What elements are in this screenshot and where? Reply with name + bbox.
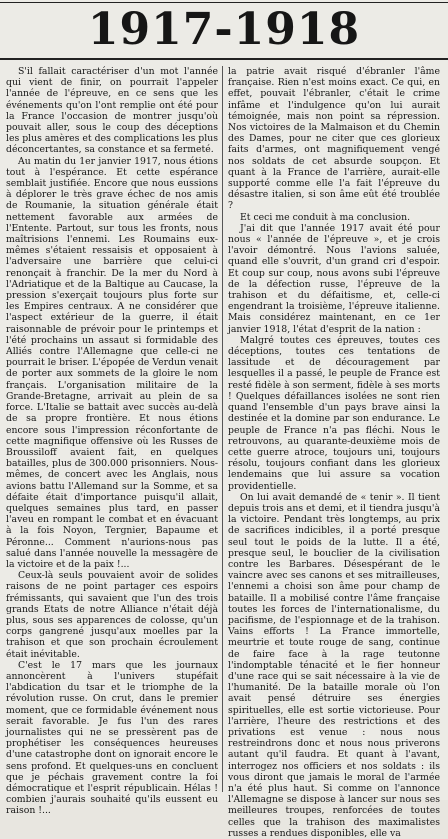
paragraph: J'ai dit que l'année 1917 avait été pour nous « l'année de l'épreuve », et je crois l'avoir démontré. Nous l'avions saluée, quand elle s'ouvrit, d'un grand cri d'espoir. Et coup sur coup, nous avons subi l'épreuve de la défection russe, l'épreuve de la trahison et du défaitisme, et, celle-ci engendrant la troisième, l'épreuve italienne. Mais considérez maintenant, en ce 1er janvier 1918, l'état d'esprit de la nation : xyxy=(228,222,440,335)
left-column xyxy=(6,66,218,817)
paragraph: Ceux-là seuls pouvaient avoir de solides raisons de ne point partager ces espoirs frémissants, qui savaient que l'un des trois grands Etats de notre Alliance n'était déjà plus, sous ses apparences de colosse, qu'un corps gangrené jusqu'aux moelles par la trahison et que son prochain écroulement était inévitable. xyxy=(6,570,218,660)
paragraph: la patrie avait risqué d'ébranler l'âme française. Rien n'est moins exact. Ce qui, en effet, pouvait l'ébranler, c'était le crime infâme et l'indulgence qu'on lui aurait témoignée, mais non point sa répression. Nos victoires de la Malmaison et du Chemin des Dames, pour ne citer que ces glorieux faits d'armes, ont magnifiquement vengé nos soldats de cet absurde soupçon. Et quant à la France de l'arrière, aurait-elle supporté comme elle l'a fait l'épreuve du désastre italien, si son âme eût été troublée ? xyxy=(228,66,440,212)
article-title: 1917-1918 xyxy=(87,4,361,55)
paragraph: On lui avait demandé de « tenir ». Il tient depuis trois ans et demi, et il tiendra jusqu'à la victoire. Pendant très longtemps, au prix de sacrifices indicibles, il a porté presque seul tout le poids de la lutte. Il a été, presque seul, le bouclier de la civilisation contre les Barbares. Désespérant de le vaincre avec ses canons et ses mitrailleuses, l'ennemi a choisi son âme pour champ de bataille. Il a mobilisé contre l'âme française toutes les forces de l'internationalisme, du pacifisme, de l'espionnage et de la trahison. Vains efforts ! La France immortelle, meurtrie et toute rouge de sang, continue de faire face à la rage teutonne l'indomptable ténacité et le fier honneur d'une race qui se sait nécessaire à la vie de l'humanité. De la bataille morale où l'on avait pensé détruire ses énergies spirituelles, elle est sortie victorieuse. Pour l'arrière, l'heure des restrictions et des privations est venue : nous nous restreindrons donc et nous nous priverons autant qu'il faudra. Et quant à l'avant, interrogez nos officiers et nos soldats : ils vous diront que jamais le moral de l'armée n'a été plus haut. Si comme on l'annonce l'Allemagne se dispose à lancer sur nous ses meilleures troupes, renforcées de toutes celles que la trahison des maximalistes russes a rendues disponibles, elle va xyxy=(228,491,440,839)
paragraph: Au matin du 1er janvier 1917, nous étions tout à l'espérance. Et cette espérance semblait justifiée. Encore que nous eussions à déplorer le très grave échec de nos amis de Roumanie, la situation générale était nettement favorable aux armées de l'Entente. Partout, sur tous les fronts, nous maîtrisions l'ennemi. Les Roumains eux-mêmes s'étaient ressaisis et opposaient à l'adversaire une barrière que celui-ci renonçait à franchir. De la mer du Nord à l'Adriatique et de la Baltique au Caucase, la pression s'exerçait toujours plus forte sur les Empires centraux. A ne considérer que l'aspect extérieur de la guerre, il était raisonnable de prévoir pour le printemps et l'été prochains un assaut si formidable des Alliés contre l'Allemagne que celle-ci ne pourrait le briser. L'épopée de Verdun venait de porter aux sommets de la gloire le nom français. L'organisation militaire de la Grande-Bretagne, arrivait au plein de sa force. L'Italie se battait avec succès au-delà de sa propre frontière. Et nous étions encore sous l'impression réconfortante de cette magnifique offensive où les Russes de Broussiloff avaient fait, en quelques batailles, plus de 300.000 prisonniers. Nous-mêmes, de concert avec les Anglais, nous avions battu l'Allemand sur la Somme, et sa défaite était d'importance puisqu'il allait, quelques semaines plus tard, en passer l'aveu en rompant le combat et en évacuant à la fois Noyon, Tergnier, Bapaume et Péronne... Comment n'aurions-nous pas salué dans l'année nouvelle la messagère de la victoire et de la paix !... xyxy=(6,155,218,570)
paragraph: C'est le 17 mars que les journaux annoncèrent à l'univers stupéfait l'abdication du tsar et le triomphe de la révolution russe. On crut, dans le premier moment, que ce formidable événement nous serait favorable. Je fus l'un des rares journalistes qui ne se pressèrent pas de prophétiser les conséquences heureuses d'une catastrophe dont on ignorait encore le sens profond. Et quelques-uns en concluent que je péchais gravement contre la foi démocratique et l'esprit républicain. Hélas ! combien j'aurais souhaité qu'ils eussent eu raison !... xyxy=(6,659,218,817)
column-divider xyxy=(222,66,223,792)
paragraph: S'il fallait caractériser d'un mot l'année qui vient de finir, on pourrait l'appeler l'année de l'épreuve, en ce sens que les événements qu'on l'ont remplie ont été pour la France l'occasion de montrer jusqu'où pouvait aller, sous le coup des déceptions les plus amères et des complications les plus déconcertantes, sa constance et sa fermeté. xyxy=(6,66,218,156)
right-column xyxy=(228,66,440,839)
title-rule xyxy=(0,58,448,60)
paragraph: Malgré toutes ces épreuves, toutes ces déceptions, toutes ces tentations de lassitude et de découragement par lesquelles il a passé, le peuple de France est resté fidèle à son serment, fidèle à ses morts ! Quelques défaillances isolées ne sont rien quand l'ensemble d'un pays brave ainsi la destinée et la domine par son endurance. Le peuple de France n'a pas fléchi. Nous le retrouvons, au quarante-deuxième mois de cette guerre atroce, toujours uni, toujours résolu, toujours confiant dans les glorieux lendemains que lui assure sa vocation providentielle. xyxy=(228,334,440,492)
paragraph: Et ceci me conduit à ma conclusion. xyxy=(240,211,411,223)
top-rule xyxy=(0,2,448,3)
